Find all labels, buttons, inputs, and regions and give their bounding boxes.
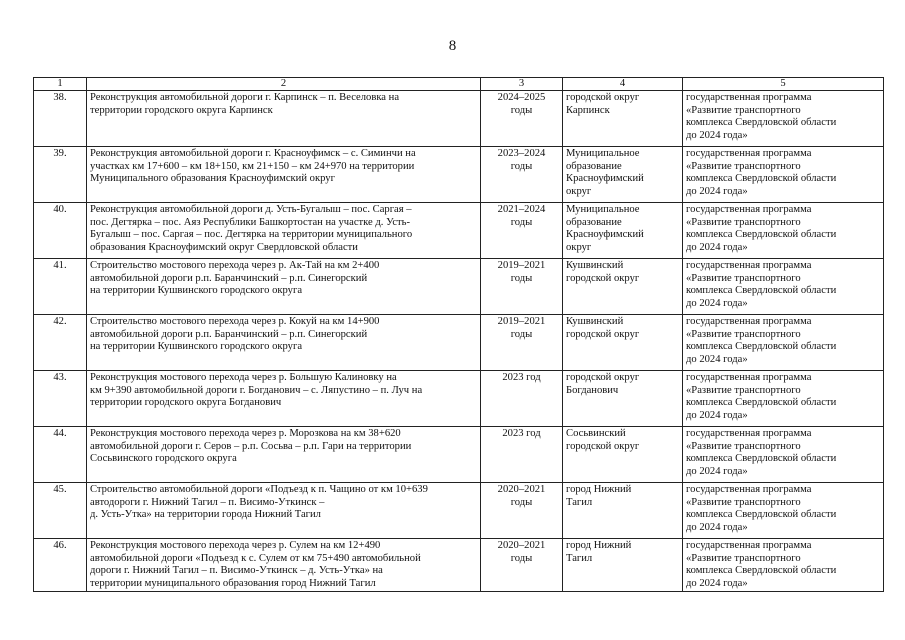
project-description-text: Реконструкция мостового перехода через р. Морозкова на км 38+620 автомобильной дороги г. Серов – р.п. Сосьва – р.п. Гари на территории Сосьвинского городского округа — [90, 428, 412, 465]
project-description — [87, 91, 481, 147]
row-number — [34, 371, 87, 427]
table-row — [34, 315, 884, 371]
row-number-text: 42. — [53, 316, 67, 327]
project-municipality — [563, 259, 683, 315]
project-years-text: 2020–2021 годы — [497, 540, 546, 564]
project-years — [481, 91, 563, 147]
project-municipality — [563, 483, 683, 539]
row-number — [34, 315, 87, 371]
project-program — [683, 371, 884, 427]
project-municipality-text: городской округ Карпинск — [566, 92, 640, 116]
project-municipality-text: Муниципальное образование Красноуфимский округ — [566, 204, 644, 253]
table-row — [34, 147, 884, 203]
table-row — [34, 371, 884, 427]
row-number-text: 38. — [53, 92, 67, 103]
project-description-text: Реконструкция автомобильной дороги д. Усть-Бугалыш – пос. Саргая – пос. Дегтярка – пос. Аяз Республики Башкортостан на участке д. Усть- Бугалыш – пос. Саргая – пос. Дегтярка на территории муниципального образования Красноуфимский округ Свердловской области — [90, 204, 413, 253]
project-municipality-text: Сосьвинский городской округ — [566, 428, 640, 452]
project-municipality — [563, 315, 683, 371]
table-row — [34, 539, 884, 592]
project-description — [87, 203, 481, 259]
project-municipality-text: Кушвинский городской округ — [566, 260, 640, 284]
project-years-text: 2020–2021 годы — [497, 484, 546, 508]
project-description — [87, 315, 481, 371]
project-program — [683, 259, 884, 315]
row-number — [34, 203, 87, 259]
project-description — [87, 483, 481, 539]
column-header-4: 4 — [563, 78, 683, 91]
project-municipality — [563, 539, 683, 592]
project-years — [481, 147, 563, 203]
row-number-text: 46. — [53, 540, 67, 551]
project-program — [683, 91, 884, 147]
row-number — [34, 259, 87, 315]
project-municipality — [563, 91, 683, 147]
project-program-text: государственная программа «Развитие транспортного комплекса Свердловской области до 2024 года» — [686, 204, 837, 253]
project-description — [87, 371, 481, 427]
project-program-text: государственная программа «Развитие транспортного комплекса Свердловской области до 2024 года» — [686, 316, 837, 365]
projects-table — [33, 77, 884, 592]
project-municipality-text: город Нижний Тагил — [566, 540, 632, 564]
table-row — [34, 203, 884, 259]
table-row — [34, 427, 884, 483]
project-program-text: государственная программа «Развитие транспортного комплекса Свердловской области до 2024 года» — [686, 92, 837, 141]
project-program — [683, 203, 884, 259]
project-years-text: 2019–2021 годы — [497, 260, 546, 284]
project-description-text: Строительство автомобильной дороги «Подъезд к п. Чащино от км 10+639 автодороги г. Нижний Тагил – п. Висимо-Уткинск – д. Усть-Утка» на территории города Нижний Тагил — [90, 484, 428, 521]
column-header-1: 1 — [34, 78, 87, 91]
project-municipality-text: город Нижний Тагил — [566, 484, 632, 508]
project-program — [683, 539, 884, 592]
row-number-text: 43. — [53, 372, 67, 383]
project-program-text: государственная программа «Развитие транспортного комплекса Свердловской области до 2024 года» — [686, 484, 837, 533]
project-years — [481, 427, 563, 483]
project-description-text: Реконструкция автомобильной дороги г. Красноуфимск – с. Симинчи на участках км 17+600 – км 18+150, км 21+150 – км 24+970 на территории Муниципального образования Красноуфимский округ — [90, 148, 416, 185]
project-description — [87, 539, 481, 592]
project-program-text: государственная программа «Развитие транспортного комплекса Свердловской области до 2024 года» — [686, 540, 837, 589]
page-number: 8 — [448, 38, 457, 54]
column-header-3: 3 — [481, 78, 563, 91]
project-municipality — [563, 371, 683, 427]
project-years-text: 2023–2024 годы — [497, 148, 546, 172]
project-municipality-text: Муниципальное образование Красноуфимский округ — [566, 148, 644, 197]
project-program — [683, 147, 884, 203]
project-description-text: Реконструкция мостового перехода через р. Сулем на км 12+490 автомобильной дороги «Подъезд к с. Сулем от км 75+490 автомобильной дороги г. Нижний Тагил – п. Висимо-Уткинск – д. Усть-Утка» на территории муниципального образования город Нижний Тагил — [90, 540, 421, 589]
column-header-2: 2 — [87, 78, 481, 91]
project-program — [683, 315, 884, 371]
project-program — [683, 483, 884, 539]
project-municipality-text: Кушвинский городской округ — [566, 316, 640, 340]
project-years — [481, 203, 563, 259]
project-municipality-text: городской округ Богданович — [566, 372, 640, 396]
table-row — [34, 483, 884, 539]
project-description-text: Реконструкция мостового перехода через р. Большую Калиновку на км 9+390 автомобильной дороги г. Богданович – с. Ляпустино – п. Луч на территории городского округа Богданович — [90, 372, 423, 409]
row-number-text: 41. — [53, 260, 67, 271]
row-number-text: 40. — [53, 204, 67, 215]
project-description-text: Строительство мостового перехода через р. Кокуй на км 14+900 автомобильной дороги р.п. Баранчинский – р.п. Синегорский на территории Кушвинского городского округа — [90, 316, 380, 353]
project-description-text: Реконструкция автомобильной дороги г. Карпинск – п. Веселовка на территории городского округа Карпинск — [90, 92, 400, 116]
project-description-text: Строительство мостового перехода через р. Ак-Тай на км 2+400 автомобильной дороги р.п. Баранчинский – р.п. Синегорский на территории Кушвинского городского округа — [90, 260, 380, 297]
project-description — [87, 147, 481, 203]
header-row — [34, 78, 884, 91]
project-years-text: 2023 год — [502, 372, 541, 383]
project-years — [481, 371, 563, 427]
table-row — [34, 91, 884, 147]
row-number-text: 44. — [53, 428, 67, 439]
project-years-text: 2024–2025 годы — [497, 92, 546, 116]
project-municipality — [563, 147, 683, 203]
project-years-text: 2023 год — [502, 428, 541, 439]
project-municipality — [563, 203, 683, 259]
project-program-text: государственная программа «Развитие транспортного комплекса Свердловской области до 2024 года» — [686, 428, 837, 477]
project-program — [683, 427, 884, 483]
project-years — [481, 483, 563, 539]
project-years — [481, 315, 563, 371]
column-header-5: 5 — [683, 78, 884, 91]
project-description — [87, 427, 481, 483]
row-number — [34, 147, 87, 203]
table-row — [34, 259, 884, 315]
row-number-text: 45. — [53, 484, 67, 495]
project-years-text: 2021–2024 годы — [497, 204, 546, 228]
row-number — [34, 539, 87, 592]
project-program-text: государственная программа «Развитие транспортного комплекса Свердловской области до 2024 года» — [686, 148, 837, 197]
project-program-text: государственная программа «Развитие транспортного комплекса Свердловской области до 2024 года» — [686, 260, 837, 309]
project-years — [481, 259, 563, 315]
row-number-text: 39. — [53, 148, 67, 159]
row-number — [34, 483, 87, 539]
project-municipality — [563, 427, 683, 483]
row-number — [34, 427, 87, 483]
project-years — [481, 539, 563, 592]
project-description — [87, 259, 481, 315]
row-number — [34, 91, 87, 147]
project-years-text: 2019–2021 годы — [497, 316, 546, 340]
project-program-text: государственная программа «Развитие транспортного комплекса Свердловской области до 2024 года» — [686, 372, 837, 421]
